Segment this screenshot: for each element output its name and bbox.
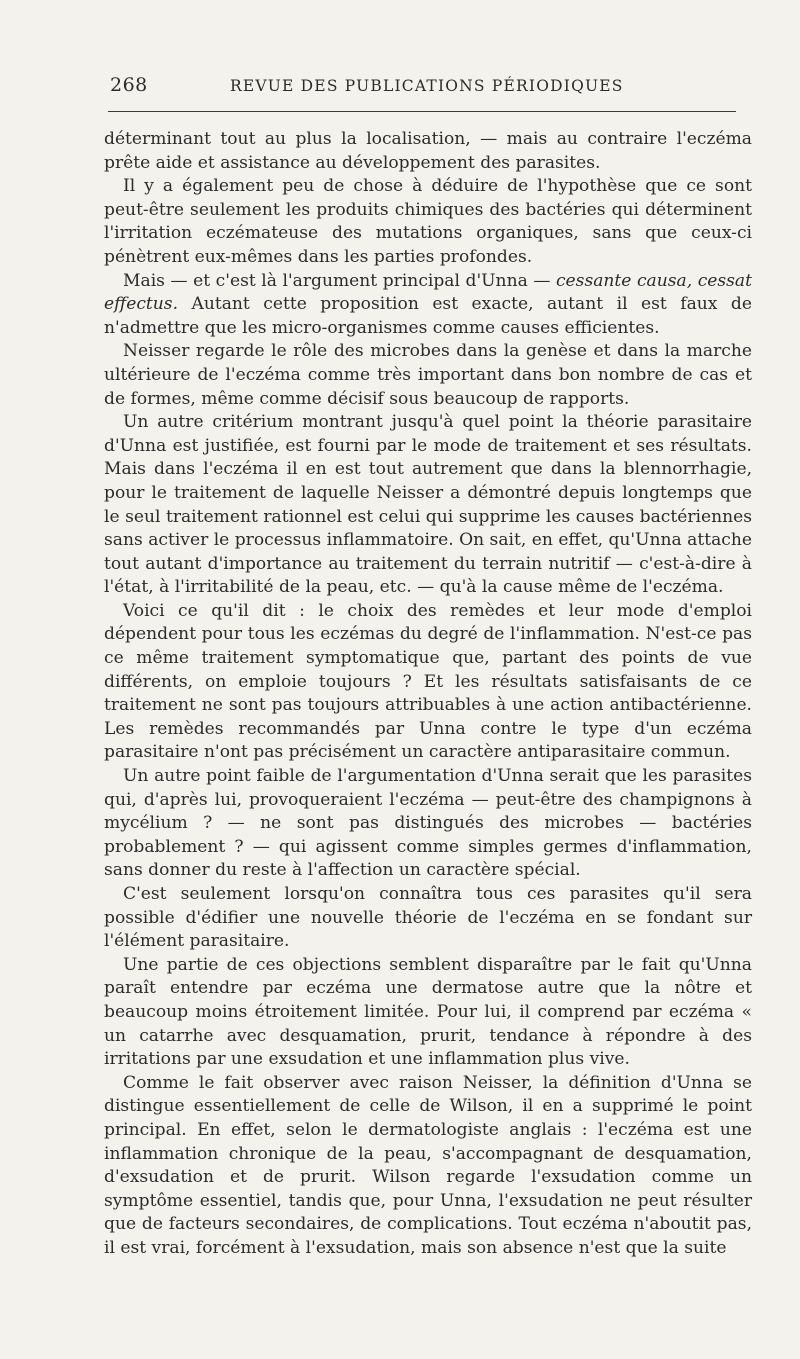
paragraph: Il y a également peu de chose à déduire de l'hypothèse que ce sont peut-être seulement les produits chimiques des bactéries qui déterminent l'irritation eczémateuse des mutations organiques, sans que ceux-ci pénètrent eux-mêmes dans les parties profondes. [104, 176, 752, 267]
paragraph: Neisser regarde le rôle des microbes dans la genèse et dans la marche ultérieure de l'eczéma comme très important dans bon nombre de cas et de formes, même comme décisif sous beaucoup de rapports. [104, 341, 752, 409]
article-body [104, 128, 752, 1261]
paragraph: Une partie de ces objections semblent disparaître par le fait qu'Unna paraît entendre par eczéma une dermatose autre que la nôtre et beaucoup moins étroitement limitée. Pour lui, il comprend par eczéma « un catarrhe avec desquamation, prurit, tendance à répondre à des irritations par une exsudation et une inflammation plus vive. [104, 954, 752, 1070]
paragraph: Comme le fait observer avec raison Neisser, la définition d'Unna se distingue essentiellement de celle de Wilson, il en a supprimé le point principal. En effet, selon le dermatologiste anglais : l'eczéma est une inflammation chronique de la peau, s'accompagnant de desquamation, d'exsudation et de prurit. Wilson regarde l'exsudation comme un symptôme essentiel, tandis que, pour Unna, l'exsudation ne peut résulter que de facteurs secondaires, de complications. Tout eczéma n'aboutit pas, il est vrai, forcément à l'exsudation, mais son absence n'est que la suite [104, 1072, 752, 1258]
paragraph [104, 270, 752, 341]
paragraph: Un autre critérium montrant jusqu'à quel point la théorie parasitaire d'Unna est justifiée, est fourni par le mode de traitement et ses résultats. Mais dans l'eczéma il en est tout autrement que dans la blennorrhagie, pour le traitement de laquelle Neisser a démontré depuis longtemps que le seul traitement rationnel est celui qui supprime les causes bactériennes sans activer le processus inflammatoire. On sait, en effet, qu'Unna attache tout autant d'importance au traitement du terrain nutritif — c'est-à-dire à l'état, à l'irritabilité de la peau, etc. — qu'à la cause même de l'eczéma. [104, 412, 752, 598]
paragraph: Un autre point faible de l'argumentation d'Unna serait que les parasites qui, d'après lui, provoqueraient l'eczéma — peut-être des champignons à mycélium ? — ne sont pas distingués des microbes — bactéries probablement ? — qui agissent comme simples germes d'inflammation, sans donner du reste à l'affection un caractère spécial. [104, 766, 752, 881]
paragraph: C'est seulement lorsqu'on connaîtra tous ces parasites qu'il sera possible d'édifier une nouvelle théorie de l'eczéma en se fondant sur l'élément parasitaire. [104, 884, 752, 952]
paragraph: déterminant tout au plus la localisation, — mais au contraire l'eczéma prête aide et assistance au développement des parasites. [104, 129, 752, 173]
running-title: REVUE DES PUBLICATIONS PÉRIODIQUES [230, 77, 624, 95]
paragraph-text: Autant cette proposition est exacte, autant il est faux de n'admettre que les micro-organismes comme causes efficientes. [104, 294, 752, 338]
header-rule [108, 111, 736, 112]
page-header [110, 74, 730, 104]
latin-maxim: cessante causa, cessat effectus. [104, 270, 752, 315]
paragraph-text: Mais — et c'est là l'argument principal d'Unna — [123, 270, 556, 291]
page-number: 268 [110, 74, 148, 96]
paragraph: Voici ce qu'il dit : le choix des remèdes et leur mode d'emploi dépendent pour tous les eczémas du degré de l'inflammation. N'est-ce pas ce même traitement symptomatique que, partant des points de vue différents, on emploie toujours ? Et les résultats satisfaisants de ce traitement ne sont pas toujours attribuables à une action antibactérienne. Les remèdes recommandés par Unna contre le type d'un eczéma parasitaire n'ont pas précisément un caractère antiparasitaire commun. [104, 600, 752, 763]
